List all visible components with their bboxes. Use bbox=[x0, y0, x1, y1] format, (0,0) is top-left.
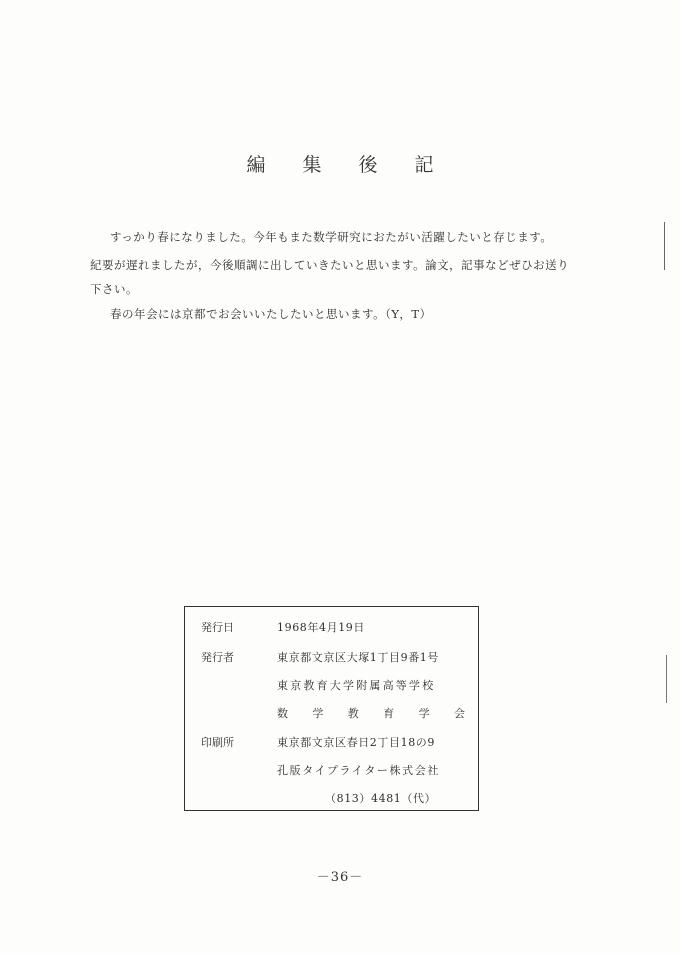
printer-label: 印刷所 bbox=[201, 736, 234, 749]
society-char: 会 bbox=[453, 707, 465, 720]
printer-address: 東京都文京区春日2丁目18の9 bbox=[277, 736, 435, 749]
printer-phone: （813）4481（代） bbox=[325, 792, 437, 805]
society-char: 教 bbox=[347, 707, 359, 720]
printer-company: 孔版タイプライター株式会社 bbox=[277, 764, 440, 777]
body-line: 下さい。 bbox=[90, 282, 138, 296]
page-number: －36－ bbox=[316, 870, 364, 885]
publisher-label: 発行者 bbox=[201, 651, 234, 664]
society-char: 育 bbox=[383, 707, 395, 720]
body-line: 春の年会には京都でお会いいたしたいと思います。（Y，T） bbox=[110, 307, 432, 321]
body-line: 紀要が遅れましたが，今後順調に出していきたいと思います。論文，記事などぜひお送り bbox=[90, 258, 570, 272]
body-line: すっかり春になりました。今年もまた数学研究におたがい活躍したいと存じます。 bbox=[110, 230, 553, 244]
society-char: 学 bbox=[418, 707, 430, 720]
society-char: 学 bbox=[312, 707, 324, 720]
page-title bbox=[0, 150, 680, 177]
publisher-address: 東京都文京区大塚1丁目9番1号 bbox=[277, 651, 439, 664]
title-char: 編 bbox=[246, 154, 266, 176]
title-char: 後 bbox=[358, 154, 378, 176]
issue-date-label: 発行日 bbox=[201, 621, 234, 634]
title-char: 集 bbox=[302, 154, 322, 176]
margin-scan-mark bbox=[662, 222, 665, 270]
title-char: 記 bbox=[414, 154, 434, 176]
publisher-society bbox=[277, 705, 465, 721]
publisher-school: 東京教育大学附属高等学校 bbox=[277, 679, 436, 692]
issue-date-value: 1968年4月19日 bbox=[277, 621, 365, 634]
colophon-box bbox=[184, 606, 479, 811]
society-char: 数 bbox=[277, 707, 288, 720]
margin-scan-mark bbox=[664, 655, 667, 703]
